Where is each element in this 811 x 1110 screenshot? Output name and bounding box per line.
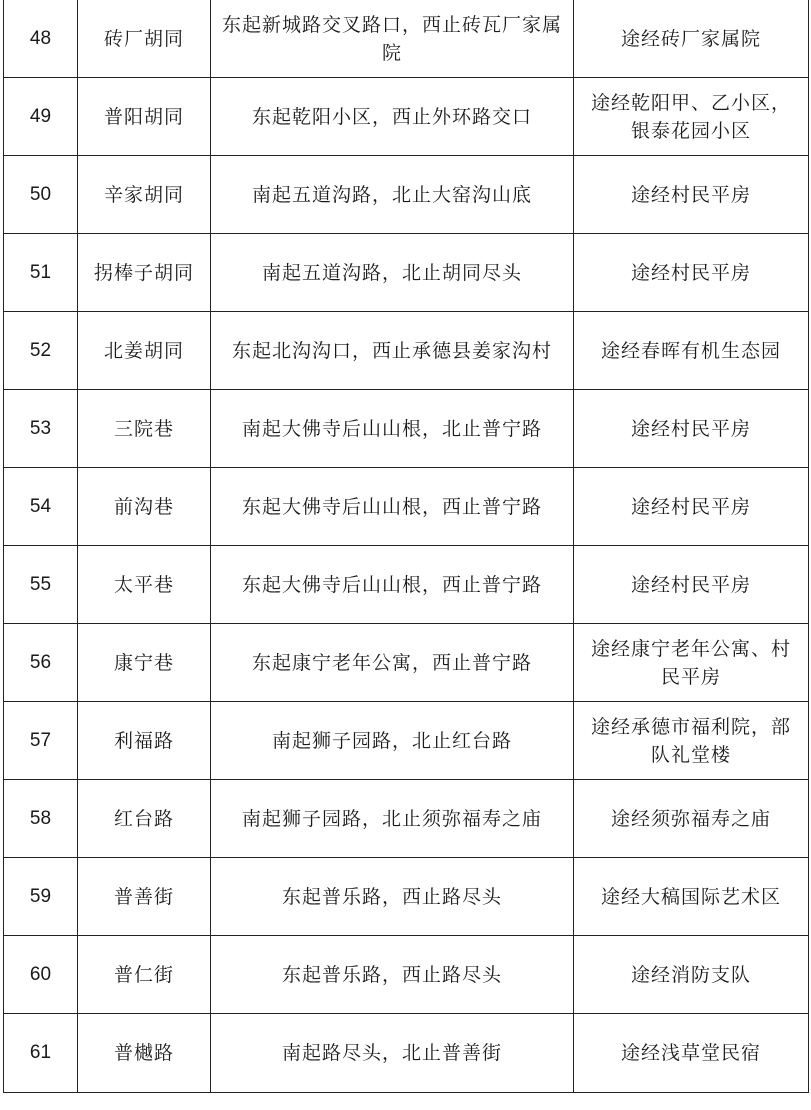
via-cell: 途经村民平房: [574, 234, 809, 312]
road-name-cell: 普善街: [78, 858, 211, 936]
row-number-cell: 53: [4, 390, 78, 468]
road-name-cell: 普阳胡同: [78, 78, 211, 156]
via-cell: 途经春晖有机生态园: [574, 312, 809, 390]
route-cell: 东起普乐路，西止路尽头: [211, 936, 574, 1014]
road-name-cell: 红台路: [78, 780, 211, 858]
via-cell: 途经村民平房: [574, 156, 809, 234]
table-row: [4, 1014, 809, 1093]
via-cell: 途经浅草堂民宿: [574, 1014, 809, 1093]
via-cell: 途经承德市福利院，部队礼堂楼: [574, 702, 809, 780]
table-body: [4, 0, 809, 1093]
table-row: [4, 156, 809, 234]
table-row: [4, 78, 809, 156]
route-cell: 南起狮子园路，北止红台路: [211, 702, 574, 780]
road-name-table: [3, 0, 809, 1093]
table-row: [4, 936, 809, 1014]
via-cell: 途经村民平房: [574, 468, 809, 546]
road-name-cell: 砖厂胡同: [78, 0, 211, 78]
route-cell: 东起大佛寺后山山根，西止普宁路: [211, 546, 574, 624]
row-number-cell: 54: [4, 468, 78, 546]
row-number-cell: 56: [4, 624, 78, 702]
table-row: [4, 468, 809, 546]
road-name-cell: 普樾路: [78, 1014, 211, 1093]
table-row: [4, 702, 809, 780]
via-cell: 途经大稿国际艺术区: [574, 858, 809, 936]
row-number-cell: 49: [4, 78, 78, 156]
table-row: [4, 312, 809, 390]
route-cell: 东起乾阳小区，西止外环路交口: [211, 78, 574, 156]
row-number-cell: 60: [4, 936, 78, 1014]
table-row: [4, 624, 809, 702]
route-cell: 东起新城路交叉路口，西止砖瓦厂家属院: [211, 0, 574, 78]
table-row: [4, 858, 809, 936]
row-number-cell: 51: [4, 234, 78, 312]
row-number-cell: 57: [4, 702, 78, 780]
via-cell: 途经须弥福寿之庙: [574, 780, 809, 858]
table-row: [4, 546, 809, 624]
row-number-cell: 55: [4, 546, 78, 624]
road-name-cell: 前沟巷: [78, 468, 211, 546]
route-cell: 南起狮子园路，北止须弥福寿之庙: [211, 780, 574, 858]
table-row: [4, 0, 809, 78]
row-number-cell: 61: [4, 1014, 78, 1093]
road-name-cell: 利福路: [78, 702, 211, 780]
road-name-cell: 辛家胡同: [78, 156, 211, 234]
table-row: [4, 234, 809, 312]
route-cell: 南起大佛寺后山山根，北止普宁路: [211, 390, 574, 468]
via-cell: 途经村民平房: [574, 390, 809, 468]
route-cell: 南起五道沟路，北止大窑沟山底: [211, 156, 574, 234]
route-cell: 东起康宁老年公寓，西止普宁路: [211, 624, 574, 702]
route-cell: 东起大佛寺后山山根，西止普宁路: [211, 468, 574, 546]
row-number-cell: 58: [4, 780, 78, 858]
via-cell: 途经消防支队: [574, 936, 809, 1014]
via-cell: 途经乾阳甲、乙小区，银泰花园小区: [574, 78, 809, 156]
row-number-cell: 59: [4, 858, 78, 936]
road-name-cell: 太平巷: [78, 546, 211, 624]
via-cell: 途经村民平房: [574, 546, 809, 624]
road-name-cell: 三院巷: [78, 390, 211, 468]
road-name-cell: 普仁街: [78, 936, 211, 1014]
table-row: [4, 780, 809, 858]
road-name-cell: 拐棒子胡同: [78, 234, 211, 312]
route-cell: 南起五道沟路，北止胡同尽头: [211, 234, 574, 312]
road-name-cell: 北姜胡同: [78, 312, 211, 390]
row-number-cell: 52: [4, 312, 78, 390]
table-row: [4, 390, 809, 468]
via-cell: 途经砖厂家属院: [574, 0, 809, 78]
route-cell: 东起北沟沟口，西止承德县姜家沟村: [211, 312, 574, 390]
route-cell: 东起普乐路，西止路尽头: [211, 858, 574, 936]
route-cell: 南起路尽头，北止普善街: [211, 1014, 574, 1093]
row-number-cell: 50: [4, 156, 78, 234]
road-name-cell: 康宁巷: [78, 624, 211, 702]
via-cell: 途经康宁老年公寓、村民平房: [574, 624, 809, 702]
row-number-cell: 48: [4, 0, 78, 78]
